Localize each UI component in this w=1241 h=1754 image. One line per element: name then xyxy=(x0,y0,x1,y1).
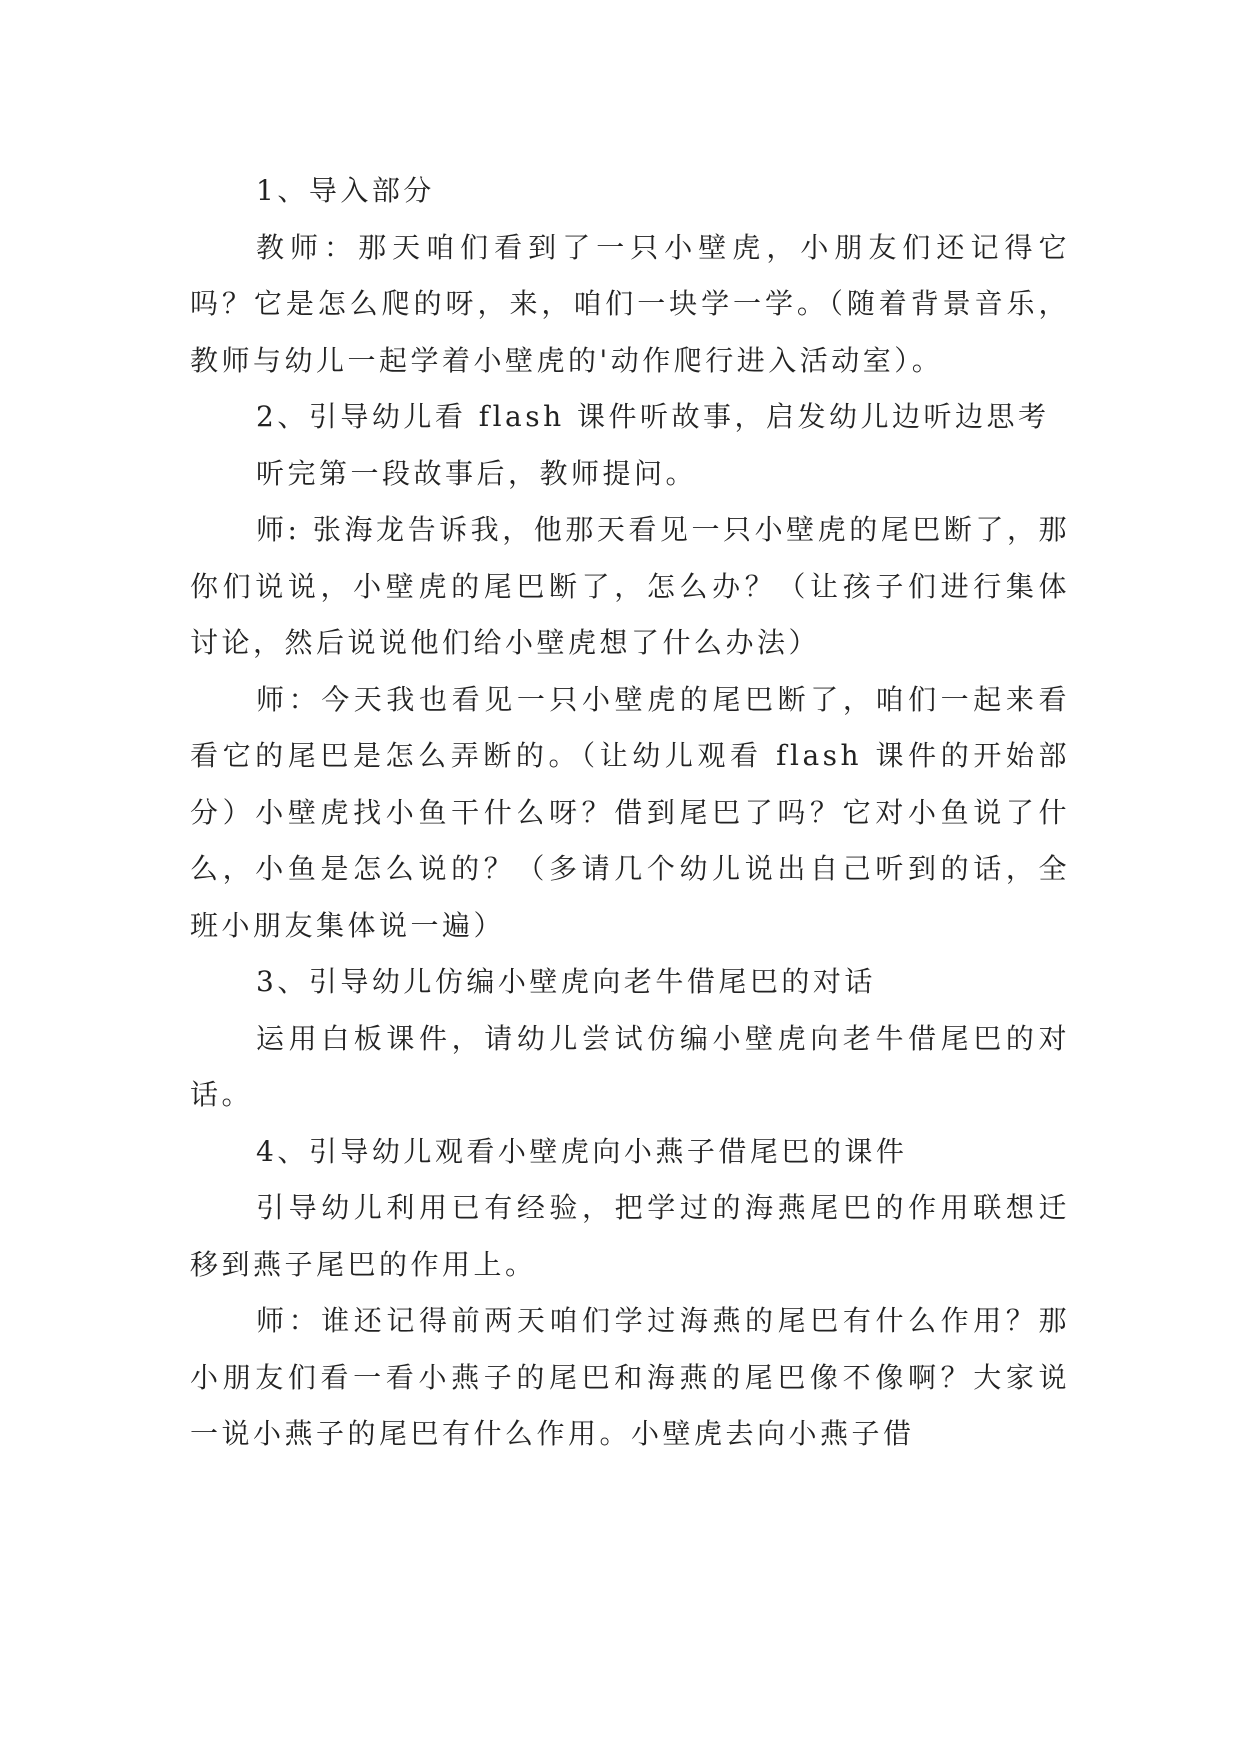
paragraph-heading-1: 1、导入部分 xyxy=(256,174,435,207)
paragraph-heading-4: 4、引导幼儿观看小壁虎向小燕子借尾巴的课件 xyxy=(256,1134,908,1168)
paragraph-heading-2: 2、引导幼儿看 flash 课件听故事，启发幼儿边听边思考 xyxy=(256,400,1050,433)
paragraph: 引导幼儿利用已有经验，把学过的海燕尾巴的作用联想迁移到燕子尾巴的作用上。 xyxy=(190,1191,1070,1281)
paragraph: 运用白板课件，请幼儿尝试仿编小壁虎向老牛借尾巴的对话。 xyxy=(190,1021,1070,1111)
paragraph-heading-3: 3、引导幼儿仿编小壁虎向老牛借尾巴的对话 xyxy=(256,965,876,998)
paragraph: 教师：那天咱们看到了一只小壁虎，小朋友们还记得它吗？它是怎么爬的呀，来，咱们一块学一学。（随着背景音乐，教师与幼儿一起学着小壁虎的'动作爬行进入活动室）。 xyxy=(190,230,1070,377)
paragraph: 师：谁还记得前两天咱们学过海燕的尾巴有什么作用？那小朋友们看一看小燕子的尾巴和海燕的尾巴像不像啊？大家说一说小燕子的尾巴有什么作用。小壁虎去向小燕子借 xyxy=(190,1304,1070,1450)
paragraph: 师：今天我也看见一只小壁虎的尾巴断了，咱们一起来看看它的尾巴是怎么弄断的。（让幼儿观看 flash 课件的开始部分）小壁虎找小鱼干什么呀？借到尾巴了吗？它对小鱼说了什么，小鱼是怎么说的？（多请几个幼儿说出自己听到的话，全班小朋友集体说一遍） xyxy=(190,682,1070,942)
paragraph: 师: 张海龙告诉我，他那天看见一只小壁虎的尾巴断了，那你们说说，小壁虎的尾巴断了，怎么办？（让孩子们进行集体讨论，然后说说他们给小壁虎想了什么办法） xyxy=(190,513,1070,659)
paragraph: 听完第一段故事后，教师提问。 xyxy=(256,456,698,490)
document-body xyxy=(190,163,1070,1463)
